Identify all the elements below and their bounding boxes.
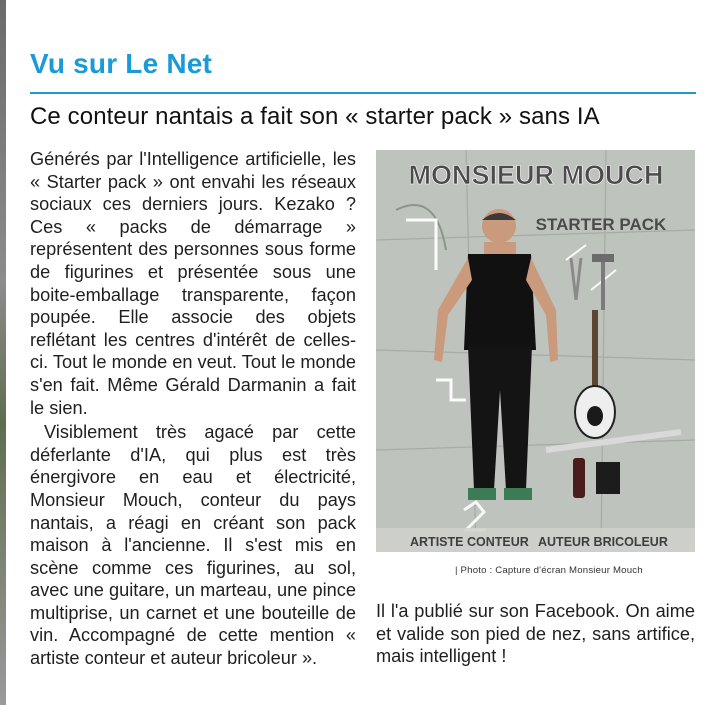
photo-subtitle: STARTER PACK <box>535 215 667 234</box>
article-column-left <box>30 148 356 670</box>
photo-label-left: ARTISTE CONTEUR <box>410 535 529 549</box>
photo-caption: | Photo : Capture d'écran Monsieur Mouch <box>455 565 643 576</box>
photo-title: MONSIEUR MOUCH <box>408 160 664 190</box>
page-edge-strip <box>0 0 6 705</box>
photo-label-right: AUTEUR BRICOLEUR <box>538 535 668 549</box>
section-divider <box>30 92 696 94</box>
section-title: Vu sur Le Net <box>30 48 213 79</box>
article-paragraph-1: Générés par l'Intelligence artificielle, les « Starter pack » ont envahi les réseaux sociaux ces derniers jours. Kezako ? Ces « packs de démarrage » représentent des personnes sous forme de figurines et présentée sous une boite-emballage transparente, façon poupée. Elle associe des objets reflétant les centres d'intérêt de celles-ci. Tout le monde en veut. Tout le monde s'en fait. Même Gérald Darmanin a fait le sien. <box>30 149 356 418</box>
article-photo <box>376 150 695 552</box>
article-paragraph-3: Il l'a publié sur son Facebook. On aime et valide son pied de nez, sans artifice, mais intelligent ! <box>376 601 695 667</box>
article-headline: Ce conteur nantais a fait son « starter pack » sans IA <box>30 103 600 130</box>
article-paragraph-2: Visiblement très agacé par cette déferlante d'IA, qui plus est très énergivore en eau et électricité, Monsieur Mouch, conteur du pays nantais, a réagi en créant son pack maison à l'ancienne. Il s'est mis en scène comme ces figurines, au sol, avec une guitare, un marteau, une pince multiprise, un carnet et une bouteille de vin. Accompagné de cette mention « artiste conteur et auteur bricoleur ». <box>30 422 356 669</box>
article-column-right <box>376 600 695 668</box>
photo-illustration <box>376 150 695 552</box>
